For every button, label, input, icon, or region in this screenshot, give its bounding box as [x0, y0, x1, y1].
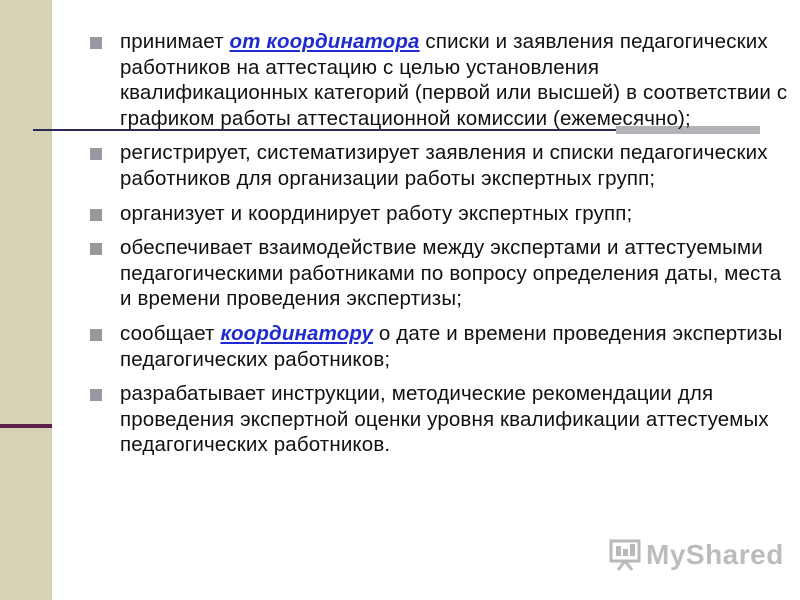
sidebar-accent-stripe [0, 424, 52, 428]
bullet-list [88, 29, 788, 467]
bullet-item [88, 140, 788, 191]
bullet-text: организует и координирует работу экспертных групп; [120, 201, 633, 225]
bullet-item [88, 321, 788, 372]
left-sidebar-band [0, 0, 52, 600]
bullet-text: о дате и времени проведения экспертизы педагогических работников; [120, 321, 783, 371]
link-ot-koordinatora[interactable]: от координатора [229, 30, 420, 53]
square-bullet-icon [90, 243, 102, 255]
square-bullet-icon [90, 209, 102, 221]
bullet-item [88, 381, 788, 458]
myshared-logo[interactable] [608, 536, 784, 576]
bullet-text: сообщает [120, 321, 221, 345]
bullet-item [88, 235, 788, 312]
bullet-text: регистрирует, систематизирует заявления и списки педагогических работников для организации работы экспертных групп; [120, 141, 768, 190]
bullet-item [88, 201, 788, 227]
bullet-text: разрабатывает инструкции, методические рекомендации для проведения экспертной оценки уровня квалификации аттестуемых педагогических работников. [120, 382, 769, 457]
presentation-board-icon [608, 538, 642, 572]
square-bullet-icon [90, 329, 102, 341]
bullet-text: принимает [120, 30, 230, 53]
square-bullet-icon [90, 389, 102, 401]
square-bullet-icon [90, 148, 102, 160]
bullet-item [88, 29, 788, 131]
square-bullet-icon [90, 37, 102, 49]
bullet-text: обеспечивает взаимодействие между экспертами и аттестуемыми педагогическими работниками по вопросу определения даты, места и времени проведения экспертизы; [120, 236, 782, 311]
link-koordinatoru[interactable]: координатору [220, 321, 374, 345]
logo-text: MyShared [646, 539, 784, 570]
bullet-text: списки и заявления педагогических работников на аттестацию с целью установления квалификационных категорий (первой или высшей) в соответствии с графиком работы аттестационной комиссии (ежемесячно); [120, 30, 788, 130]
